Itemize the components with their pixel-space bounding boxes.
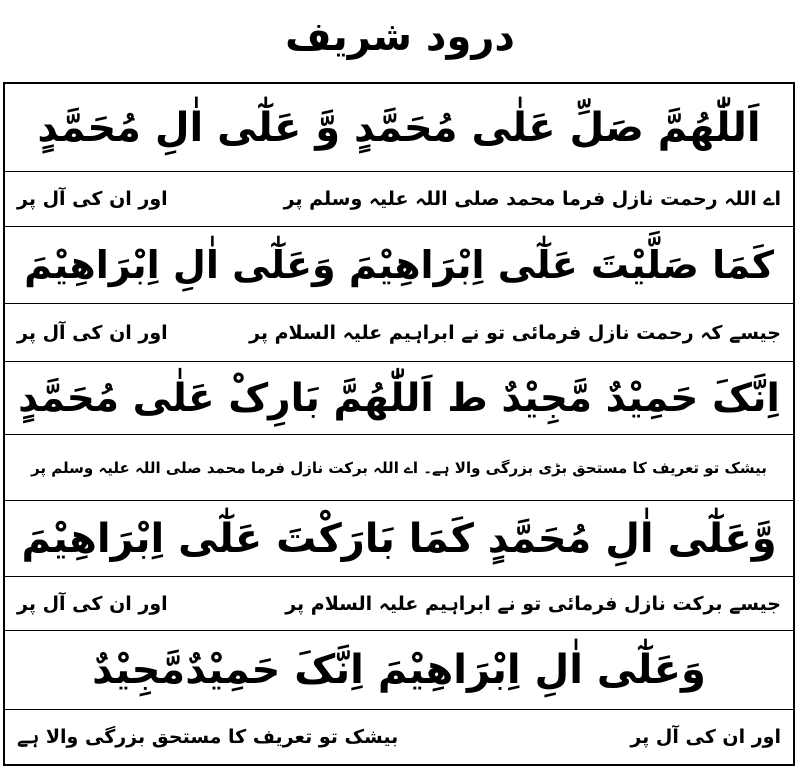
translation-part-main: جیسے برکت نازل فرمائی تو نے ابراہیم علیہ السلام پر — [285, 592, 781, 615]
translation-part-family: اور ان کی آل پر — [17, 592, 168, 615]
page-title: درود شریف — [285, 14, 515, 60]
translation-part-praise: بیشک تو تعریف کا مستحق بزرگی والا ہے — [17, 726, 399, 748]
translation-line-3: بیشک تو تعریف کا مستحق بڑی بزرگی والا ہے۔ اے اللہ برکت نازل فرما محمد صلی اللہ علیہ وسلم پر — [5, 434, 793, 500]
durood-table — [3, 82, 795, 766]
arabic-line-3: اِنَّکَ حَمِیْدٌ مَّجِیْدٌ ط اَللّٰھُمَّ بَارِکْ عَلٰی مُحَمَّدٍ — [5, 361, 793, 434]
arabic-line-4: وَّعَلٰٓی اٰلِ مُحَمَّدٍ کَمَا بَارَکْتَ عَلٰٓی اِبْرَاھِیْمَ — [5, 500, 793, 576]
translation-line-1 — [5, 171, 793, 226]
translation-line-4 — [5, 576, 793, 630]
translation-part-main: جیسے کہ رحمت نازل فرمائی تو نے ابراہیم علیہ السلام پر — [249, 321, 781, 344]
translation-part-family: اور ان کی آل پر — [630, 726, 781, 748]
arabic-line-2: کَمَا صَلَّیْتَ عَلٰٓی اِبْرَاھِیْمَ وَعَلٰٓی اٰلِ اِبْرَاھِیْمَ — [5, 226, 793, 303]
arabic-line-1: اَللّٰھُمَّ صَلِّ عَلٰی مُحَمَّدٍ وَّ عَلٰٓی اٰلِ مُحَمَّدٍ — [37, 104, 761, 151]
translation-part-family: اور ان کی آل پر — [17, 321, 168, 344]
arabic-line-5: وَعَلٰٓی اٰلِ اِبْرَاھِیْمَ اِنَّکَ حَمِیْدٌمَّجِیْدٌ — [5, 630, 793, 709]
translation-line-2 — [5, 303, 793, 361]
translation-part-main: اے اللہ رحمت نازل فرما محمد صلی اللہ علیہ وسلم پر — [283, 188, 781, 210]
translation-line-5 — [5, 709, 793, 764]
translation-part-family: اور ان کی آل پر — [17, 188, 168, 210]
